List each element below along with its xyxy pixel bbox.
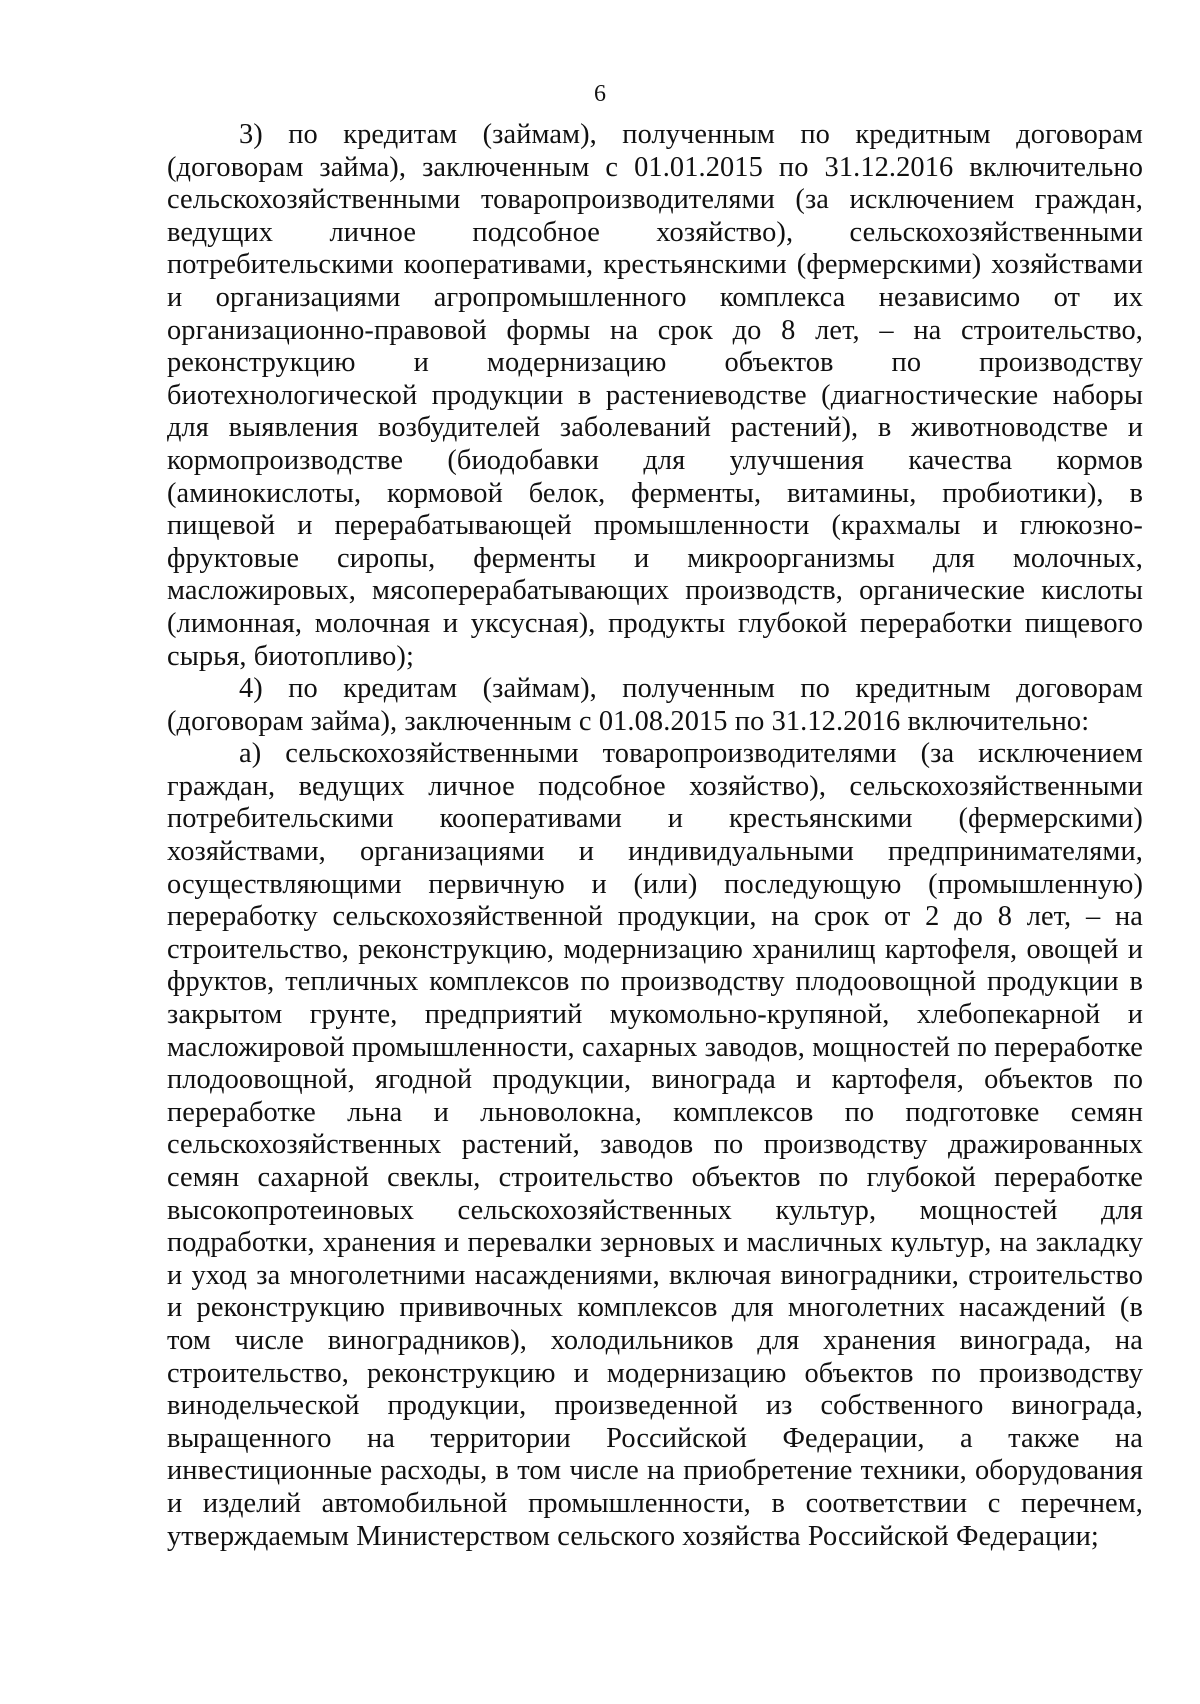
- paragraph-subitem-a: а) сельскохозяйственными товаропроизводителями (за исключением граждан, ведущих личное подсобное хозяйство), сельскохозяйственными потребительскими кооперативами и крестьянскими (фермерскими) хозяйствами, организациями и индивидуальными предпринимателями, осуществляющими первичную и (или) последующую (промышленную) переработку сельскохозяйственной продукции, на срок от 2 до 8 лет, – на строительство, реконструкцию, модернизацию хранилищ картофеля, овощей и фруктов, тепличных комплексов по производству плодоовощной продукции в закрытом грунте, предприятий мукомольно-крупяной, хлебопекарной и масложировой промышленности, сахарных заводов, мощностей по переработке плодоовощной, ягодной продукции, винограда и картофеля, объектов по переработке льна и льноволокна, комплексов по подготовке семян сельскохозяйственных растений, заводов по производству дражированных семян сахарной свеклы, строительство объектов по глубокой переработке высокопротеиновых сельскохозяйственных культур, мощностей для подработки, хранения и перевалки зерновых и масличных культур, на закладку и уход за многолетними насаждениями, включая виноградники, строительство и реконструкцию прививочных комплексов для многолетних насаждений (в том числе виноградников), холодильников для хранения винограда, на строительство, реконструкцию и модернизацию объектов по производству винодельческой продукции, произведенной из собственного винограда, выращенного на территории Российской Федерации, а также на инвестиционные расходы, в том числе на приобретение техники, оборудования и изделий автомобильной промышленности, в соответствии с перечнем, утверждаемым Министерством сельского хозяйства Российской Федерации;: [167, 738, 1143, 1552]
- page-number: 6: [594, 81, 606, 107]
- paragraph-item-3: 3) по кредитам (займам), полученным по кредитным договорам (договорам займа), заключенным с 01.01.2015 по 31.12.2016 включительно сельскохозяйственными товаропроизводителями (за исключением граждан, ведущих личное подсобное хозяйство), сельскохозяйственными потребительскими кооперативами, крестьянскими (фермерскими) хозяйствами и организациями агропромышленного комплекса независимо от их организационно-правовой формы на срок до 8 лет, – на строительство, реконструкцию и модернизацию объектов по производству биотехнологической продукции в растениеводстве (диагностические наборы для выявления возбудителей заболеваний растений), в животноводстве и кормопроизводстве (биодобавки для улучшения качества кормов (аминокислоты, кормовой белок, ферменты, витамины, пробиотики), в пищевой и перерабатывающей промышленности (крахмалы и глюкозно-фруктовые сиропы, ферменты и микроорганизмы для молочных, масложировых, мясоперерабатывающих производств, органические кислоты (лимонная, молочная и уксусная), продукты глубокой переработки пищевого сырья, биотопливо);: [167, 119, 1143, 672]
- document-body: [167, 119, 1143, 1553]
- paragraph-item-4: 4) по кредитам (займам), полученным по кредитным договорам (договорам займа), заключенным с 01.08.2015 по 31.12.2016 включительно:: [167, 673, 1143, 737]
